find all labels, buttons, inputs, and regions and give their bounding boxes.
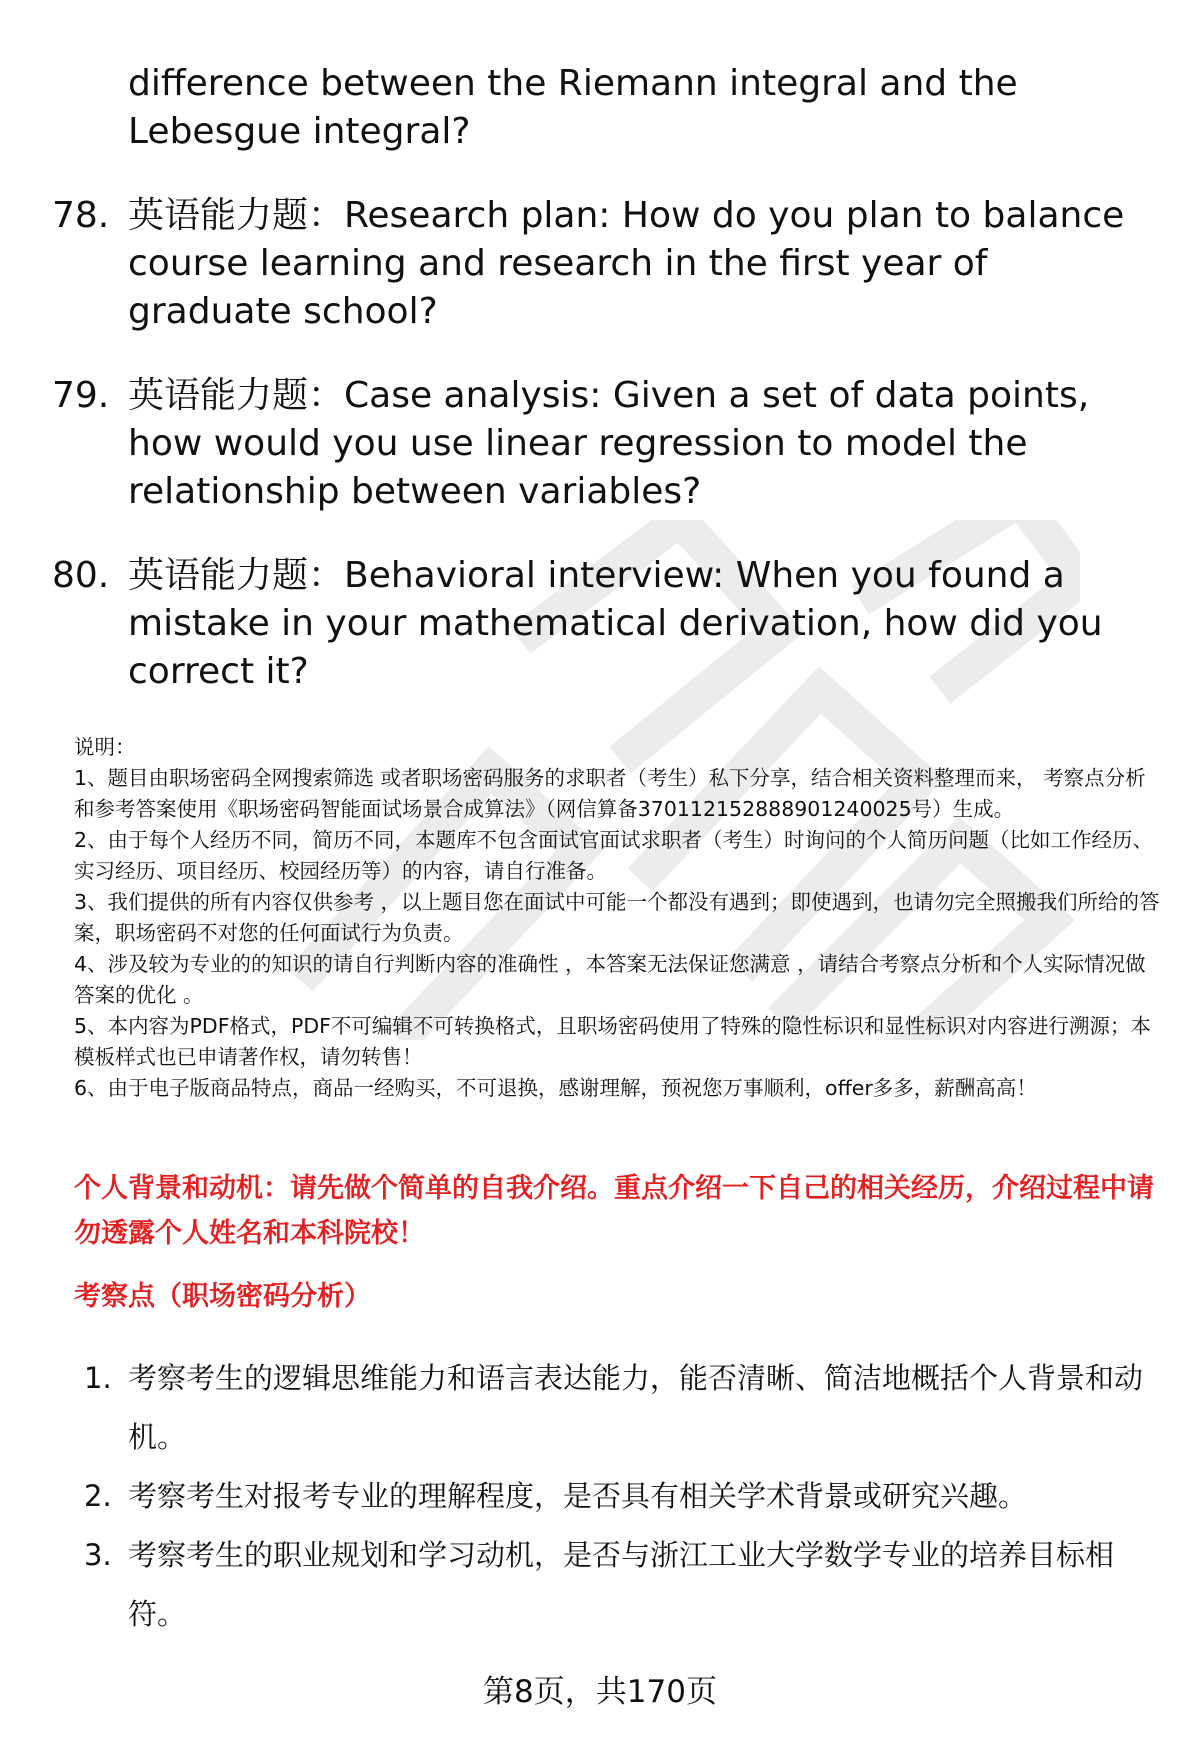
question-item: [0, 60, 1200, 156]
question-item: [0, 372, 1200, 516]
note-item: 1、题目由职场密码全网搜索筛选 或者职场密码服务的求职者（考生）私下分享，结合相关资料整理而来， 考察点分析和参考答案使用《职场密码智能面试场景合成算法》（网信算备370112152888901240025号）生成。: [74, 766, 1146, 821]
question-item: [0, 552, 1200, 696]
point-number: 2.: [84, 1479, 112, 1513]
question-item: [0, 192, 1200, 336]
question-number: 78.: [52, 195, 110, 236]
point-number: 3.: [84, 1538, 112, 1572]
point-text: 考察考生的职业规划和学习动机，是否与浙江工业大学数学专业的培养目标相符。: [128, 1538, 1115, 1631]
section-heading: 个人背景和动机：请先做个简单的自我介绍。重点介绍一下自己的相关经历，介绍过程中请勿透露个人姓名和本科院校！: [74, 1173, 1154, 1249]
section-subheading: 考察点（职场密码分析）: [74, 1281, 371, 1312]
point-text: 考察考生对报考专业的理解程度，是否具有相关学术背景或研究兴趣。: [128, 1479, 1028, 1513]
note-item: 3、我们提供的所有内容仅供参考 ，以上题目您在面试中可能一个都没有遇到；即使遇到，也请勿完全照搬我们所给的答案，职场密码不对您的任何面试行为负责。: [74, 890, 1160, 945]
question-text: difference between the Riemann integral and the Lebesgue integral?: [128, 63, 1018, 152]
point-item: [0, 1349, 1200, 1467]
notes-title: 说明：: [74, 735, 136, 759]
point-item: [0, 1526, 1200, 1644]
question-number: 79.: [52, 375, 110, 416]
point-number: 1.: [84, 1361, 112, 1395]
question-text: 英语能力题：Case analysis: Given a set of data points, how would you use linear regression to model the relationship between variables?: [128, 375, 1090, 512]
note-item: 5、本内容为PDF格式，PDF不可编辑不可转换格式，且职场密码使用了特殊的隐性标识和显性标识对内容进行溯源；本模板样式也已申请著作权，请勿转售！: [74, 1014, 1151, 1069]
point-item: [0, 1467, 1200, 1526]
note-item: 2、由于每个人经历不同，简历不同，本题库不包含面试官面试求职者（考生）时询问的个人简历问题（比如工作经历、实习经历、项目经历、校园经历等）的内容，请自行准备。: [74, 828, 1154, 883]
notes-section: [74, 732, 1164, 1104]
point-text: 考察考生的逻辑思维能力和语言表达能力，能否清晰、简洁地概括个人背景和动机。: [128, 1361, 1144, 1454]
note-item: 6、由于电子版商品特点，商品一经购买，不可退换，感谢理解，预祝您万事顺利，offer多多，薪酬高高！: [74, 1076, 1037, 1100]
question-text: 英语能力题：Behavioral interview: When you found a mistake in your mathematical derivation, how did you correct it?: [128, 555, 1103, 692]
question-list: [0, 60, 1200, 732]
question-text: 英语能力题：Research plan: How do you plan to balance course learning and research in the first year of graduate school?: [128, 195, 1125, 332]
page-number: 第8页，共170页: [483, 1674, 717, 1710]
assessment-points: [0, 1349, 1200, 1644]
note-item: 4、涉及较为专业的的知识的请自行判断内容的准确性 ，本答案无法保证您满意 ，请结合考察点分析和个人实际情况做答案的优化 。: [74, 952, 1146, 1007]
question-number: 80.: [52, 555, 110, 596]
